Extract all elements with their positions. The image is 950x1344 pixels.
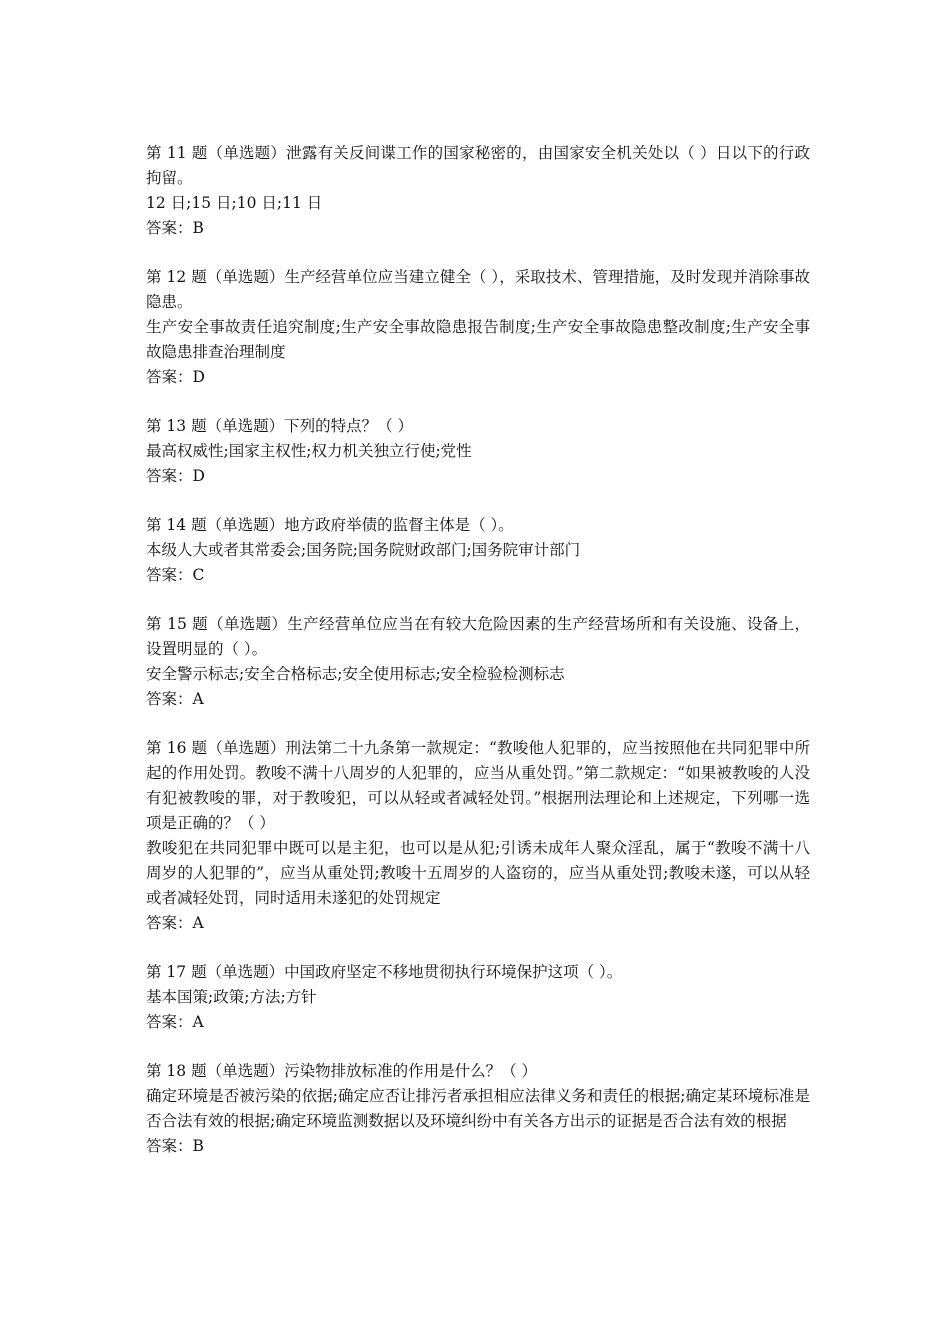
document-page <box>146 141 810 1183</box>
question-options: 确定环境是否被污染的依据;确定应否让排污者承担相应法律义务和责任的根据;确定某环境标准是否合法有效的根据;确定环境监测数据以及环境纠纷中有关各方出示的证据是否合法有效的根据 <box>146 1087 810 1130</box>
question-options: 教唆犯在共同犯罪中既可以是主犯，也可以是从犯;引诱未成年人聚众淫乱，属于“教唆不满十八周岁的人犯罪的”，应当从重处罚;教唆十五周岁的人盗窃的，应当从重处罚;教唆未遂，可以从轻或者减轻处罚，同时适用未遂犯的处罚规定 <box>146 839 810 907</box>
question-12 <box>146 265 810 390</box>
question-16 <box>146 736 810 936</box>
question-answer: 答案：D <box>146 368 205 386</box>
question-answer: 答案：D <box>146 467 205 485</box>
question-options: 12 日;15 日;10 日;11 日 <box>146 194 323 212</box>
question-stem: 第 17 题（单选题）中国政府坚定不移地贯彻执行环境保护这项（ ）。 <box>146 963 623 981</box>
question-15 <box>146 612 810 712</box>
question-stem: 第 18 题（单选题）污染物排放标准的作用是什么？（ ） <box>146 1062 538 1080</box>
question-stem: 第 11 题（单选题）泄露有关反间谍工作的国家秘密的，由国家安全机关处以（ ）日以下的行政拘留。 <box>146 144 810 187</box>
question-options: 基本国策;政策;方法;方针 <box>146 988 317 1006</box>
question-answer: 答案：C <box>146 566 205 584</box>
question-stem: 第 13 题（单选题）下列的特点？（ ） <box>146 417 414 435</box>
question-stem: 第 16 题（单选题）刑法第二十九条第一款规定：“教唆他人犯罪的，应当按照他在共同犯罪中所起的作用处罚。教唆不满十八周岁的人犯罪的，应当从重处罚。”第二款规定：“如果被教唆的人没有犯被教唆的罪，对于教唆犯，可以从轻或者减轻处罚。”根据刑法理论和上述规定，下列哪一选项是正确的？（ ） <box>146 739 810 832</box>
question-stem: 第 15 题（单选题）生产经营单位应当在有较大危险因素的生产经营场所和有关设施、设备上，设置明显的（ ）。 <box>146 615 810 658</box>
question-answer: 答案：B <box>146 219 204 237</box>
question-answer: 答案：B <box>146 1137 204 1155</box>
question-options: 生产安全事故责任追究制度;生产安全事故隐患报告制度;生产安全事故隐患整改制度;生产安全事故隐患排查治理制度 <box>146 318 810 361</box>
question-18 <box>146 1059 810 1159</box>
question-answer: 答案：A <box>146 690 204 708</box>
question-options: 最高权威性;国家主权性;权力机关独立行使;党性 <box>146 442 472 460</box>
question-17 <box>146 960 810 1035</box>
question-stem: 第 12 题（单选题）生产经营单位应当建立健全（ ），采取技术、管理措施，及时发现并消除事故隐患。 <box>146 268 810 311</box>
question-answer: 答案：A <box>146 1013 204 1031</box>
question-options: 安全警示标志;安全合格标志;安全使用标志;安全检验检测标志 <box>146 665 565 683</box>
question-11 <box>146 141 810 241</box>
question-13 <box>146 414 810 489</box>
question-stem: 第 14 题（单选题）地方政府举债的监督主体是（ ）。 <box>146 516 514 534</box>
question-14 <box>146 513 810 588</box>
question-options: 本级人大或者其常委会;国务院;国务院财政部门;国务院审计部门 <box>146 541 581 559</box>
question-answer: 答案：A <box>146 914 204 932</box>
